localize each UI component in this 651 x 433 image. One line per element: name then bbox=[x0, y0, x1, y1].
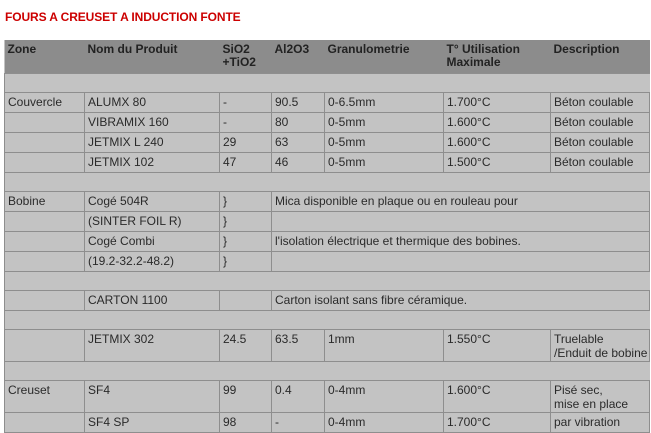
cell-temp: 1.550°C bbox=[444, 330, 551, 362]
cell-temp: 1.600°C bbox=[444, 133, 551, 153]
cell-description bbox=[551, 330, 650, 362]
cell-zone bbox=[5, 330, 85, 362]
header-produit: Nom du Produit bbox=[85, 40, 220, 74]
cell-note: Mica disponible en plaque ou en rouleau pour bbox=[272, 192, 650, 212]
cell-sio2: 29 bbox=[220, 133, 272, 153]
spacer-row bbox=[5, 311, 650, 330]
cell-description: Béton coulable bbox=[551, 113, 650, 133]
cell-zone: Creuset bbox=[5, 381, 85, 413]
header-al2o3: Al2O3 bbox=[272, 40, 325, 74]
description-line2: mise en place bbox=[554, 397, 629, 411]
cell-produit: SF4 SP bbox=[85, 413, 220, 433]
cell-granulo: 0-6.5mm bbox=[325, 93, 444, 113]
header-sio2-line2: +TiO2 bbox=[222, 55, 256, 69]
cell-description: Béton coulable bbox=[551, 93, 650, 113]
cell-description: par vibration bbox=[551, 413, 650, 433]
table-row bbox=[5, 413, 650, 433]
cell-note: l'isolation électrique et thermique des bobines. bbox=[272, 232, 650, 252]
cell-brace: } bbox=[220, 212, 272, 232]
table-header-row bbox=[5, 40, 650, 74]
header-sio2 bbox=[220, 40, 272, 74]
cell-sio2: 98 bbox=[220, 413, 272, 433]
cell-zone bbox=[5, 413, 85, 433]
cell-al2o3: 63.5 bbox=[272, 330, 325, 362]
table-row bbox=[5, 153, 650, 173]
cell-al2o3: 46 bbox=[272, 153, 325, 173]
cell-produit: VIBRAMIX 160 bbox=[85, 113, 220, 133]
header-temp-line2: Maximale bbox=[446, 55, 501, 69]
table-row bbox=[5, 381, 650, 413]
cell-zone bbox=[5, 232, 85, 252]
cell-zone bbox=[5, 252, 85, 272]
cell-produit: Cogé Combi bbox=[85, 232, 220, 252]
cell-produit: JETMIX 302 bbox=[85, 330, 220, 362]
description-line2: /Enduit de bobine bbox=[554, 346, 648, 360]
header-description: Description bbox=[551, 40, 650, 74]
description-line1: Pisé sec, bbox=[554, 383, 603, 397]
cell-zone: Couvercle bbox=[5, 93, 85, 113]
cell-zone bbox=[5, 133, 85, 153]
spacer-row bbox=[5, 272, 650, 291]
cell-zone bbox=[5, 153, 85, 173]
cell-produit: ALUMX 80 bbox=[85, 93, 220, 113]
cell-granulo: 0-5mm bbox=[325, 133, 444, 153]
cell-zone bbox=[5, 291, 85, 311]
cell-granulo: 1mm bbox=[325, 330, 444, 362]
cell-brace: } bbox=[220, 232, 272, 252]
cell-granulo: 0-4mm bbox=[325, 381, 444, 413]
cell-produit: SF4 bbox=[85, 381, 220, 413]
cell-temp: 1.700°C bbox=[444, 93, 551, 113]
cell-description: Béton coulable bbox=[551, 133, 650, 153]
cell-note bbox=[272, 212, 650, 232]
description-line1: Truelable bbox=[554, 332, 604, 346]
header-sio2-line1: SiO2 bbox=[222, 42, 250, 56]
header-temperature bbox=[444, 40, 551, 74]
cell-brace: } bbox=[220, 252, 272, 272]
table-row bbox=[5, 252, 650, 272]
cell-temp: 1.500°C bbox=[444, 153, 551, 173]
cell-granulo: 0-5mm bbox=[325, 113, 444, 133]
table-row bbox=[5, 93, 650, 113]
cell-temp: 1.600°C bbox=[444, 113, 551, 133]
cell-zone bbox=[5, 113, 85, 133]
cell-note bbox=[272, 252, 650, 272]
table-row bbox=[5, 133, 650, 153]
cell-brace: } bbox=[220, 192, 272, 212]
spacer-row bbox=[5, 173, 650, 192]
cell-temp: 1.700°C bbox=[444, 413, 551, 433]
spacer-row bbox=[5, 74, 650, 93]
cell-sio2: - bbox=[220, 93, 272, 113]
header-temp-line1: T° Utilisation bbox=[446, 42, 520, 56]
cell-granulo: 0-5mm bbox=[325, 153, 444, 173]
cell-produit: (19.2-32.2-48.2) bbox=[85, 252, 220, 272]
cell-al2o3: 63 bbox=[272, 133, 325, 153]
cell-sio2: 47 bbox=[220, 153, 272, 173]
cell-granulo: 0-4mm bbox=[325, 413, 444, 433]
cell-al2o3: 80 bbox=[272, 113, 325, 133]
cell-zone bbox=[5, 212, 85, 232]
cell-produit: JETMIX 102 bbox=[85, 153, 220, 173]
page-title: FOURS A CREUSET A INDUCTION FONTE bbox=[5, 10, 241, 24]
header-zone: Zone bbox=[5, 40, 85, 74]
cell-description: Béton coulable bbox=[551, 153, 650, 173]
cell-al2o3: 90.5 bbox=[272, 93, 325, 113]
cell-sio2: - bbox=[220, 113, 272, 133]
cell-produit: CARTON 1100 bbox=[85, 291, 220, 311]
cell-al2o3: - bbox=[272, 413, 325, 433]
cell-zone: Bobine bbox=[5, 192, 85, 212]
cell-produit: (SINTER FOIL R) bbox=[85, 212, 220, 232]
cell-produit: Cogé 504R bbox=[85, 192, 220, 212]
cell-al2o3: 0.4 bbox=[272, 381, 325, 413]
table-row bbox=[5, 192, 650, 212]
cell-note: Carton isolant sans fibre céramique. bbox=[272, 291, 650, 311]
cell-temp: 1.600°C bbox=[444, 381, 551, 413]
cell-sio2 bbox=[220, 291, 272, 311]
table-row bbox=[5, 113, 650, 133]
table-row bbox=[5, 291, 650, 311]
table-row bbox=[5, 232, 650, 252]
spacer-row bbox=[5, 362, 650, 381]
cell-sio2: 24.5 bbox=[220, 330, 272, 362]
header-granulometrie: Granulometrie bbox=[325, 40, 444, 74]
cell-sio2: 99 bbox=[220, 381, 272, 413]
cell-produit: JETMIX L 240 bbox=[85, 133, 220, 153]
cell-description bbox=[551, 381, 650, 413]
table-row bbox=[5, 330, 650, 362]
products-table bbox=[4, 40, 650, 433]
table-row bbox=[5, 212, 650, 232]
